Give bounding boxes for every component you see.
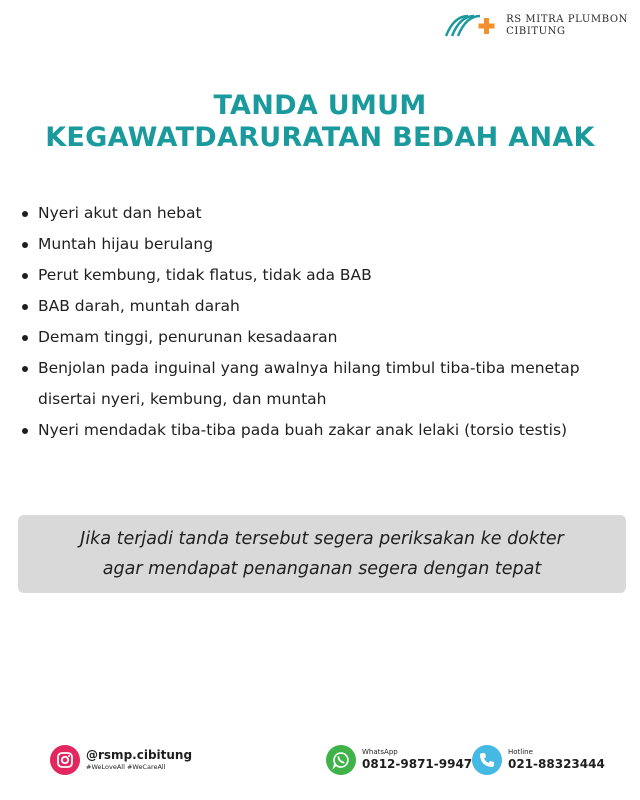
list-item: BAB darah, muntah darah [22, 291, 628, 322]
whatsapp-contact[interactable] [326, 745, 472, 775]
title-line-2: KEGAWATDARURATAN BEDAH ANAK [45, 122, 595, 153]
list-item: Demam tinggi, penurunan kesadaaran [22, 322, 628, 353]
hotline-contact[interactable] [472, 745, 605, 775]
advice-line-1: Jika terjadi tanda tersebut segera periksakan ke dokter [80, 529, 564, 549]
logo-location: CIBITUNG [506, 26, 566, 37]
instagram-icon [50, 745, 80, 775]
list-item: Muntah hijau berulang [22, 229, 628, 260]
logo-mark-icon [444, 12, 500, 40]
advice-line-2: agar mendapat penanganan segera dengan tepat [102, 559, 542, 579]
instagram-contact[interactable] [50, 745, 192, 775]
list-item: Nyeri mendadak tiba-tiba pada buah zakar anak lelaki (torsio testis) [22, 415, 628, 446]
hotline-label: Hotline [508, 748, 533, 756]
list-item: Perut kembung, tidak flatus, tidak ada BAB [22, 260, 628, 291]
page-title [0, 90, 640, 154]
logo-name: RS MITRA PLUMBON [506, 14, 628, 25]
list-item: Nyeri akut dan hebat [22, 198, 628, 229]
phone-icon [472, 745, 502, 775]
advice-box [18, 515, 626, 593]
hashtags: #WeLoveAll #WeCareAll [86, 763, 166, 771]
whatsapp-label: WhatsApp [362, 748, 398, 756]
whatsapp-icon [326, 745, 356, 775]
hotline-number[interactable]: 021-88323444 [508, 757, 605, 771]
title-line-1: TANDA UMUM [213, 90, 427, 121]
instagram-handle[interactable]: @rsmp.cibitung [86, 748, 193, 762]
advice-text [80, 524, 564, 584]
signs-list [22, 198, 628, 446]
logo-text [506, 14, 628, 38]
whatsapp-number[interactable]: 0812-9871-9947 [362, 757, 473, 771]
hospital-logo [444, 12, 628, 40]
list-item: Benjolan pada inguinal yang awalnya hilang timbul tiba-tiba menetap disertai nyeri, kembung, dan muntah [22, 353, 628, 415]
